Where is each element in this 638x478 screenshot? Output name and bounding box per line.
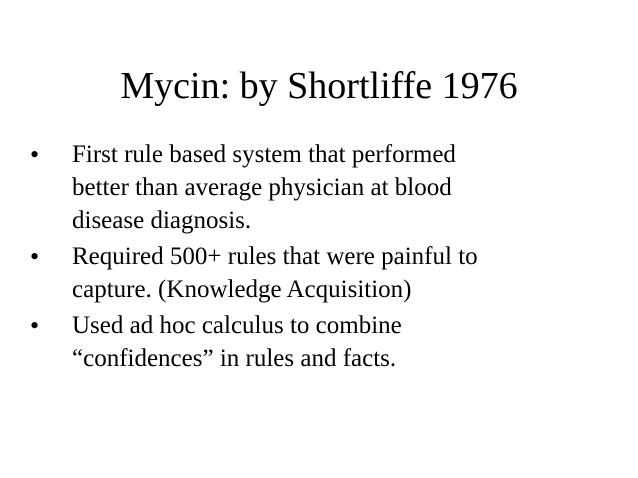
bullet-3-line-1: Used ad hoc calculus to combine bbox=[72, 312, 402, 339]
bullet-item-1 bbox=[30, 138, 620, 237]
bullet-1-line-1: First rule based system that performed bbox=[72, 141, 456, 168]
bullet-1-line-3: disease diagnosis. bbox=[72, 207, 252, 234]
bullet-dot-icon: • bbox=[30, 311, 40, 340]
bullet-2-line-2: capture. (Knowledge Acquisition) bbox=[72, 276, 412, 303]
bullet-dot-icon: • bbox=[30, 242, 40, 271]
bullet-dot-icon: • bbox=[30, 140, 40, 169]
bullet-3-line-2: “confidences” in rules and facts. bbox=[72, 345, 397, 372]
slide-title: Mycin: by Shortliffe 1976 bbox=[120, 65, 518, 107]
bullet-list bbox=[30, 138, 620, 378]
bullet-2-line-1: Required 500+ rules that were painful to bbox=[72, 243, 478, 270]
bullet-item-3 bbox=[30, 309, 620, 375]
bullet-1-line-2: better than average physician at blood bbox=[72, 174, 452, 201]
bullet-item-2 bbox=[30, 240, 620, 306]
